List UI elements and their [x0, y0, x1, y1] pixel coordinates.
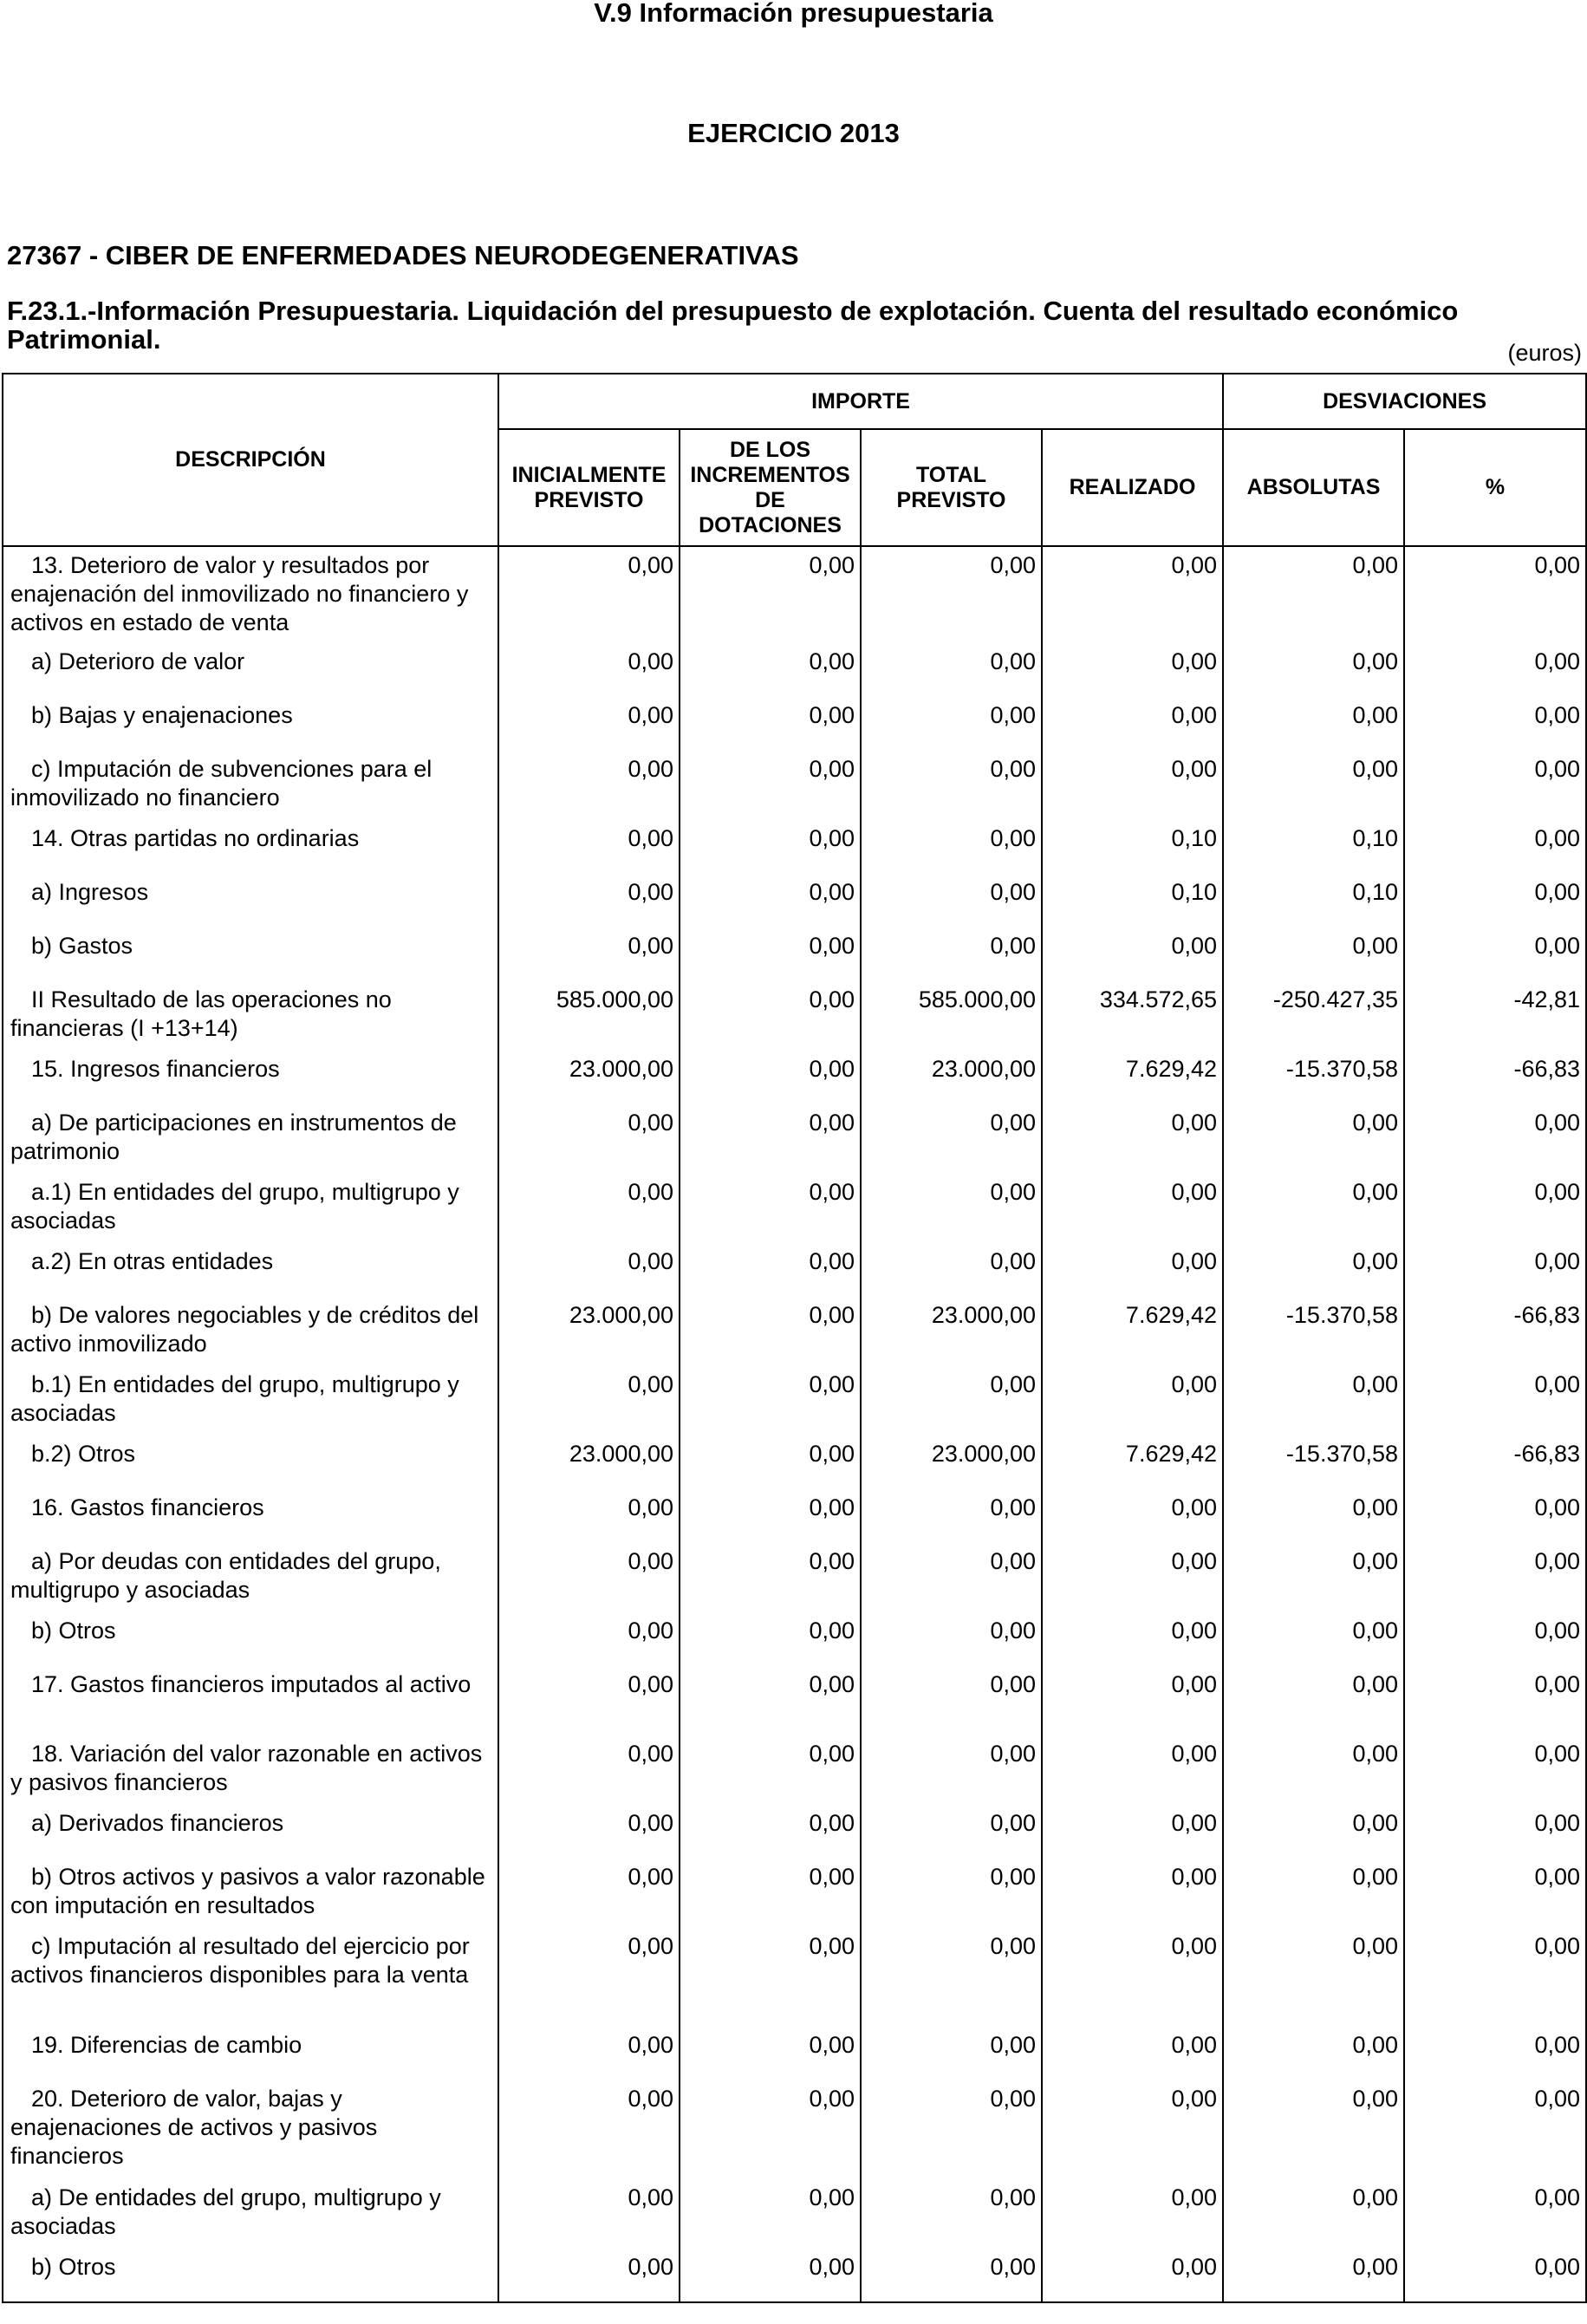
- cell-incrementos: 0,00: [680, 1104, 861, 1174]
- cell-total-previsto: 0,00: [861, 546, 1042, 643]
- cell-desviacion-absoluta: 0,00: [1223, 928, 1404, 981]
- cell-total-previsto: 0,00: [861, 697, 1042, 751]
- entity-name: 27367 - CIBER DE ENFERMEDADES NEURODEGENERATIVAS: [7, 240, 799, 270]
- cell-realizado: 0,10: [1042, 820, 1223, 874]
- cell-total-previsto: 0,00: [861, 2179, 1042, 2249]
- cell-desviacion-porcentaje: 0,00: [1404, 1489, 1586, 1543]
- cell-inicialmente-previsto: 0,00: [498, 2179, 680, 2249]
- row-description: a.1) En entidades del grupo, multigrupo y asociadas: [3, 1174, 498, 1243]
- cell-inicialmente-previsto: 23.000,00: [498, 1297, 680, 1366]
- cell-incrementos: 0,00: [680, 2249, 861, 2302]
- cell-desviacion-porcentaje: -42,81: [1404, 981, 1586, 1051]
- table-row: [3, 1366, 1586, 1435]
- cell-desviacion-porcentaje: 0,00: [1404, 1859, 1586, 1928]
- cell-desviacion-absoluta: 0,00: [1223, 1174, 1404, 1243]
- cell-incrementos: 0,00: [680, 981, 861, 1051]
- cell-desviacion-porcentaje: -66,83: [1404, 1435, 1586, 1489]
- table-row: [3, 1489, 1586, 1543]
- cell-incrementos: 0,00: [680, 751, 861, 820]
- fiscal-year: EJERCICIO 2013: [687, 118, 900, 148]
- cell-realizado: 334.572,65: [1042, 981, 1223, 1051]
- cell-desviacion-absoluta: -15.370,58: [1223, 1051, 1404, 1104]
- cell-incrementos: 0,00: [680, 1859, 861, 1928]
- cell-inicialmente-previsto: 0,00: [498, 1543, 680, 1612]
- table-row: [3, 1735, 1586, 1805]
- table-row: [3, 1543, 1586, 1612]
- budget-table: [2, 373, 1587, 2303]
- cell-desviacion-porcentaje: 0,00: [1404, 874, 1586, 928]
- cell-realizado: 0,00: [1042, 2179, 1223, 2249]
- cell-total-previsto: 585.000,00: [861, 981, 1042, 1051]
- row-description: b) Otros: [3, 2249, 498, 2302]
- cell-desviacion-porcentaje: 0,00: [1404, 643, 1586, 697]
- row-description: 20. Deterioro de valor, bajas y enajenaciones de activos y pasivos financieros: [3, 2080, 498, 2179]
- table-row: [3, 2027, 1586, 2080]
- cell-desviacion-absoluta: 0,10: [1223, 820, 1404, 874]
- cell-desviacion-absoluta: 0,00: [1223, 1735, 1404, 1805]
- row-description: 15. Ingresos financieros: [3, 1051, 498, 1104]
- cell-incrementos: 0,00: [680, 2027, 861, 2080]
- cell-realizado: 0,00: [1042, 1805, 1223, 1859]
- cell-inicialmente-previsto: 0,00: [498, 2027, 680, 2080]
- cell-desviacion-absoluta: 0,00: [1223, 1366, 1404, 1435]
- cell-incrementos: 0,00: [680, 1543, 861, 1612]
- cell-desviacion-absoluta: 0,00: [1223, 2249, 1404, 2302]
- cell-desviacion-porcentaje: -66,83: [1404, 1297, 1586, 1366]
- cell-inicialmente-previsto: 0,00: [498, 820, 680, 874]
- row-description: II Resultado de las operaciones no financieras (I +13+14): [3, 981, 498, 1051]
- row-description: c) Imputación al resultado del ejercicio por activos financieros disponibles para la venta: [3, 1928, 498, 2027]
- report-title: F.23.1.-Información Presupuestaria. Liquidación del presupuesto de explotación. Cuenta del resultado económico Patrimonial.: [7, 296, 1459, 355]
- cell-desviacion-porcentaje: 0,00: [1404, 751, 1586, 820]
- table-row: [3, 1297, 1586, 1366]
- row-description: a) De entidades del grupo, multigrupo y asociadas: [3, 2179, 498, 2249]
- cell-realizado: 0,00: [1042, 2249, 1223, 2302]
- row-description: 14. Otras partidas no ordinarias: [3, 820, 498, 874]
- cell-inicialmente-previsto: 0,00: [498, 928, 680, 981]
- cell-realizado: 0,00: [1042, 2080, 1223, 2179]
- cell-realizado: 0,00: [1042, 1366, 1223, 1435]
- cell-realizado: 0,00: [1042, 1543, 1223, 1612]
- cell-realizado: 0,00: [1042, 1489, 1223, 1543]
- row-description: a) Derivados financieros: [3, 1805, 498, 1859]
- cell-desviacion-absoluta: 0,00: [1223, 643, 1404, 697]
- table-row: [3, 1435, 1586, 1489]
- cell-total-previsto: 0,00: [861, 643, 1042, 697]
- row-description: a.2) En otras entidades: [3, 1243, 498, 1297]
- table-row: [3, 1666, 1586, 1735]
- table-row: [3, 1243, 1586, 1297]
- cell-realizado: 0,00: [1042, 1612, 1223, 1666]
- cell-desviacion-porcentaje: 0,00: [1404, 1243, 1586, 1297]
- header-total-previsto: TOTAL PREVISTO: [861, 429, 1042, 546]
- cell-incrementos: 0,00: [680, 1612, 861, 1666]
- header-importe: IMPORTE: [498, 374, 1223, 429]
- table-row: [3, 1805, 1586, 1859]
- cell-realizado: 7.629,42: [1042, 1297, 1223, 1366]
- table-row: [3, 1928, 1586, 2027]
- cell-incrementos: 0,00: [680, 697, 861, 751]
- cell-realizado: 0,00: [1042, 1104, 1223, 1174]
- cell-realizado: 0,00: [1042, 643, 1223, 697]
- cell-realizado: 0,00: [1042, 928, 1223, 981]
- cell-total-previsto: 0,00: [861, 1735, 1042, 1805]
- row-description: c) Imputación de subvenciones para el inmovilizado no financiero: [3, 751, 498, 820]
- cell-inicialmente-previsto: 585.000,00: [498, 981, 680, 1051]
- cell-desviacion-absoluta: 0,00: [1223, 1928, 1404, 2027]
- header-porcentaje: %: [1404, 429, 1586, 546]
- row-description: 16. Gastos financieros: [3, 1489, 498, 1543]
- cell-total-previsto: 0,00: [861, 1543, 1042, 1612]
- cell-incrementos: 0,00: [680, 1297, 861, 1366]
- row-description: 13. Deterioro de valor y resultados por enajenación del inmovilizado no financiero y activos en estado de venta: [3, 546, 498, 643]
- cell-desviacion-porcentaje: 0,00: [1404, 1612, 1586, 1666]
- row-description: 17. Gastos financieros imputados al activo: [3, 1666, 498, 1735]
- header-desviaciones: DESVIACIONES: [1223, 374, 1586, 429]
- cell-realizado: 7.629,42: [1042, 1435, 1223, 1489]
- cell-incrementos: 0,00: [680, 1174, 861, 1243]
- cell-desviacion-porcentaje: 0,00: [1404, 1543, 1586, 1612]
- cell-desviacion-absoluta: 0,00: [1223, 2080, 1404, 2179]
- table-row: [3, 1859, 1586, 1928]
- cell-total-previsto: 0,00: [861, 928, 1042, 981]
- cell-total-previsto: 0,00: [861, 1666, 1042, 1735]
- cell-total-previsto: 0,00: [861, 2080, 1042, 2179]
- cell-realizado: 0,00: [1042, 2027, 1223, 2080]
- header-incrementos-dotaciones: DE LOS INCREMENTOS DE DOTACIONES: [680, 429, 861, 546]
- cell-realizado: 0,00: [1042, 546, 1223, 643]
- cell-total-previsto: 0,00: [861, 1174, 1042, 1243]
- cell-desviacion-porcentaje: 0,00: [1404, 1174, 1586, 1243]
- cell-total-previsto: 0,00: [861, 1928, 1042, 2027]
- cell-desviacion-absoluta: 0,00: [1223, 1543, 1404, 1612]
- table-row: [3, 751, 1586, 820]
- table-row: [3, 1104, 1586, 1174]
- cell-desviacion-absoluta: 0,00: [1223, 1243, 1404, 1297]
- cell-incrementos: 0,00: [680, 1489, 861, 1543]
- cell-inicialmente-previsto: 0,00: [498, 2249, 680, 2302]
- cell-total-previsto: 0,00: [861, 751, 1042, 820]
- row-description: a) Deterioro de valor: [3, 643, 498, 697]
- cell-total-previsto: 0,00: [861, 1859, 1042, 1928]
- cell-inicialmente-previsto: 23.000,00: [498, 1435, 680, 1489]
- cell-inicialmente-previsto: 0,00: [498, 1366, 680, 1435]
- cell-desviacion-absoluta: -15.370,58: [1223, 1297, 1404, 1366]
- cell-inicialmente-previsto: 0,00: [498, 1174, 680, 1243]
- cell-desviacion-absoluta: -15.370,58: [1223, 1435, 1404, 1489]
- row-description: b) Gastos: [3, 928, 498, 981]
- row-description: 19. Diferencias de cambio: [3, 2027, 498, 2080]
- currency-unit: (euros): [1507, 340, 1582, 366]
- cell-desviacion-porcentaje: 0,00: [1404, 820, 1586, 874]
- header-realizado: REALIZADO: [1042, 429, 1223, 546]
- cell-incrementos: 0,00: [680, 1805, 861, 1859]
- cell-desviacion-absoluta: 0,00: [1223, 1612, 1404, 1666]
- cell-desviacion-absoluta: 0,00: [1223, 697, 1404, 751]
- cell-total-previsto: 0,00: [861, 2249, 1042, 2302]
- cell-realizado: 0,10: [1042, 874, 1223, 928]
- cell-desviacion-porcentaje: 0,00: [1404, 2027, 1586, 2080]
- cell-incrementos: 0,00: [680, 1928, 861, 2027]
- table-row: [3, 643, 1586, 697]
- row-description: b) Otros: [3, 1612, 498, 1666]
- cell-total-previsto: 23.000,00: [861, 1051, 1042, 1104]
- cell-desviacion-porcentaje: 0,00: [1404, 1928, 1586, 2027]
- header-descripcion: DESCRIPCIÓN: [3, 374, 498, 546]
- cell-inicialmente-previsto: 0,00: [498, 1735, 680, 1805]
- table-row: [3, 1051, 1586, 1104]
- cell-total-previsto: 0,00: [861, 1489, 1042, 1543]
- cell-total-previsto: 23.000,00: [861, 1297, 1042, 1366]
- table-row: [3, 2080, 1586, 2179]
- cell-inicialmente-previsto: 0,00: [498, 1104, 680, 1174]
- cell-inicialmente-previsto: 0,00: [498, 751, 680, 820]
- cell-realizado: 0,00: [1042, 1859, 1223, 1928]
- cell-realizado: 0,00: [1042, 1928, 1223, 2027]
- table-row: [3, 697, 1586, 751]
- cell-desviacion-porcentaje: 0,00: [1404, 697, 1586, 751]
- table-row: [3, 981, 1586, 1051]
- cell-incrementos: 0,00: [680, 643, 861, 697]
- cell-desviacion-porcentaje: 0,00: [1404, 1735, 1586, 1805]
- cell-incrementos: 0,00: [680, 2080, 861, 2179]
- cell-realizado: 0,00: [1042, 1243, 1223, 1297]
- cell-inicialmente-previsto: 23.000,00: [498, 1051, 680, 1104]
- table-row: [3, 1612, 1586, 1666]
- cell-inicialmente-previsto: 0,00: [498, 643, 680, 697]
- cell-incrementos: 0,00: [680, 1051, 861, 1104]
- row-description: b) De valores negociables y de créditos del activo inmovilizado: [3, 1297, 498, 1366]
- row-description: b) Otros activos y pasivos a valor razonable con imputación en resultados: [3, 1859, 498, 1928]
- cell-desviacion-porcentaje: 0,00: [1404, 2249, 1586, 2302]
- cell-inicialmente-previsto: 0,00: [498, 2080, 680, 2179]
- cell-desviacion-absoluta: 0,00: [1223, 546, 1404, 643]
- table-row: [3, 820, 1586, 874]
- cell-desviacion-absoluta: 0,00: [1223, 1859, 1404, 1928]
- cell-incrementos: 0,00: [680, 874, 861, 928]
- cell-desviacion-porcentaje: 0,00: [1404, 2080, 1586, 2179]
- cell-desviacion-absoluta: 0,00: [1223, 751, 1404, 820]
- cell-desviacion-porcentaje: 0,00: [1404, 928, 1586, 981]
- cell-total-previsto: 0,00: [861, 874, 1042, 928]
- cell-incrementos: 0,00: [680, 928, 861, 981]
- cell-desviacion-porcentaje: 0,00: [1404, 1104, 1586, 1174]
- cell-incrementos: 0,00: [680, 2179, 861, 2249]
- cell-inicialmente-previsto: 0,00: [498, 546, 680, 643]
- cell-incrementos: 0,00: [680, 546, 861, 643]
- cell-desviacion-porcentaje: 0,00: [1404, 1666, 1586, 1735]
- table-row: [3, 546, 1586, 643]
- table-row: [3, 1174, 1586, 1243]
- cell-desviacion-porcentaje: 0,00: [1404, 1366, 1586, 1435]
- header-inicialmente-previsto: INICIALMENTE PREVISTO: [498, 429, 680, 546]
- cell-total-previsto: 0,00: [861, 1805, 1042, 1859]
- row-description: a) Ingresos: [3, 874, 498, 928]
- cell-inicialmente-previsto: 0,00: [498, 697, 680, 751]
- cell-incrementos: 0,00: [680, 820, 861, 874]
- cell-total-previsto: 0,00: [861, 2027, 1042, 2080]
- cell-desviacion-absoluta: 0,00: [1223, 1489, 1404, 1543]
- cell-inicialmente-previsto: 0,00: [498, 1489, 680, 1543]
- cell-inicialmente-previsto: 0,00: [498, 1805, 680, 1859]
- cell-inicialmente-previsto: 0,00: [498, 1243, 680, 1297]
- section-title: V.9 Información presupuestaria: [594, 0, 993, 28]
- cell-total-previsto: 0,00: [861, 1243, 1042, 1297]
- row-description: b.1) En entidades del grupo, multigrupo y asociadas: [3, 1366, 498, 1435]
- cell-incrementos: 0,00: [680, 1666, 861, 1735]
- cell-desviacion-porcentaje: -66,83: [1404, 1051, 1586, 1104]
- row-description: a) Por deudas con entidades del grupo, multigrupo y asociadas: [3, 1543, 498, 1612]
- row-description: b.2) Otros: [3, 1435, 498, 1489]
- cell-desviacion-absoluta: 0,10: [1223, 874, 1404, 928]
- cell-realizado: 0,00: [1042, 697, 1223, 751]
- cell-desviacion-porcentaje: 0,00: [1404, 2179, 1586, 2249]
- cell-incrementos: 0,00: [680, 1243, 861, 1297]
- cell-desviacion-absoluta: 0,00: [1223, 1805, 1404, 1859]
- cell-realizado: 0,00: [1042, 1735, 1223, 1805]
- cell-desviacion-porcentaje: 0,00: [1404, 546, 1586, 643]
- table-row: [3, 874, 1586, 928]
- cell-realizado: 0,00: [1042, 1174, 1223, 1243]
- cell-total-previsto: 0,00: [861, 1366, 1042, 1435]
- cell-desviacion-absoluta: 0,00: [1223, 1666, 1404, 1735]
- cell-inicialmente-previsto: 0,00: [498, 874, 680, 928]
- table-row: [3, 2179, 1586, 2249]
- cell-incrementos: 0,00: [680, 1435, 861, 1489]
- cell-inicialmente-previsto: 0,00: [498, 1928, 680, 2027]
- row-description: a) De participaciones en instrumentos de patrimonio: [3, 1104, 498, 1174]
- cell-inicialmente-previsto: 0,00: [498, 1859, 680, 1928]
- cell-desviacion-absoluta: 0,00: [1223, 2027, 1404, 2080]
- row-description: 18. Variación del valor razonable en activos y pasivos financieros: [3, 1735, 498, 1805]
- table-row: [3, 928, 1586, 981]
- cell-desviacion-absoluta: -250.427,35: [1223, 981, 1404, 1051]
- cell-desviacion-porcentaje: 0,00: [1404, 1805, 1586, 1859]
- cell-incrementos: 0,00: [680, 1366, 861, 1435]
- cell-incrementos: 0,00: [680, 1735, 861, 1805]
- cell-realizado: 7.629,42: [1042, 1051, 1223, 1104]
- header-absolutas: ABSOLUTAS: [1223, 429, 1404, 546]
- cell-total-previsto: 0,00: [861, 1104, 1042, 1174]
- cell-desviacion-absoluta: 0,00: [1223, 1104, 1404, 1174]
- cell-total-previsto: 23.000,00: [861, 1435, 1042, 1489]
- cell-realizado: 0,00: [1042, 1666, 1223, 1735]
- cell-total-previsto: 0,00: [861, 820, 1042, 874]
- cell-inicialmente-previsto: 0,00: [498, 1612, 680, 1666]
- cell-inicialmente-previsto: 0,00: [498, 1666, 680, 1735]
- row-description: b) Bajas y enajenaciones: [3, 697, 498, 751]
- cell-realizado: 0,00: [1042, 751, 1223, 820]
- cell-desviacion-absoluta: 0,00: [1223, 2179, 1404, 2249]
- table-row: [3, 2249, 1586, 2302]
- cell-total-previsto: 0,00: [861, 1612, 1042, 1666]
